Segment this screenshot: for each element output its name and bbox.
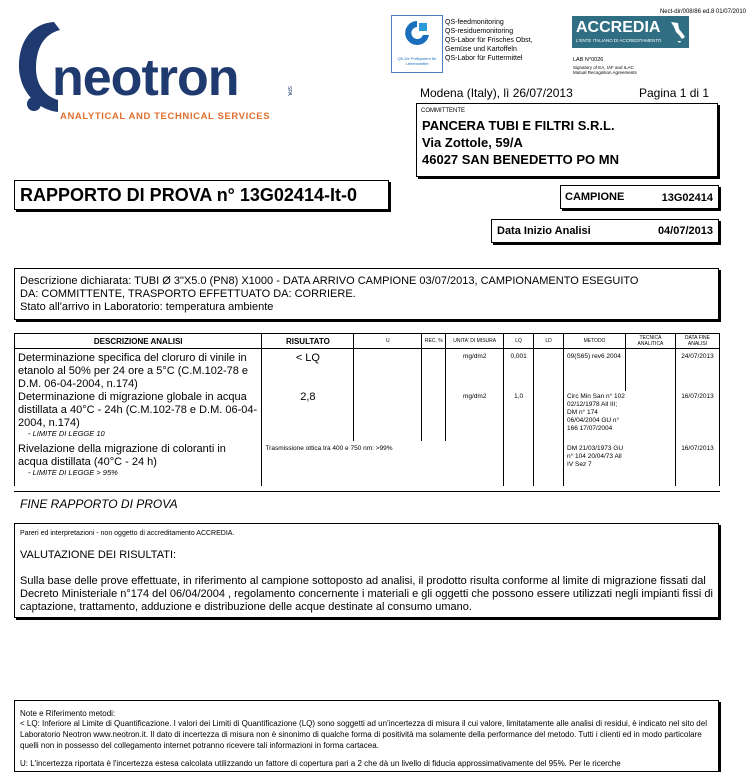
row-description: Rivelazione della migrazione di coloranti in acqua distillata (40°C - 24 h) xyxy=(18,443,226,468)
row-date: 16/07/2013 xyxy=(675,441,719,486)
qs-line: Gemüse und Kartoffeln xyxy=(445,46,517,53)
qs-logo-icon xyxy=(402,18,432,52)
report-title: RAPPORTO DI PROVA n° 13G02414-It-0 xyxy=(20,185,357,205)
committente-street: Via Zottole, 59/A xyxy=(422,135,523,150)
descrizione-text xyxy=(20,275,639,314)
table-row xyxy=(15,441,720,486)
qs-labels xyxy=(445,18,533,63)
table-row xyxy=(15,349,720,392)
accredia-lab: LAB N°0026 xyxy=(573,57,604,63)
header-rec: REC. % xyxy=(422,334,446,349)
row-method: DM 21/03/1973 GU n° 104 20/04/73 All IV Sez 7 xyxy=(564,441,676,486)
row-result: 2,8 xyxy=(262,391,354,441)
accredia-name: ACCREDIA xyxy=(576,19,661,36)
row-description: Determinazione specifica del cloruro di vinile in etanolo al 50% per 24 ore a 5°C (C.M.102-78 e D.M. 06-04-2004, n.174) xyxy=(15,349,262,392)
row-method: Circ Min San n° 102 02/12/1978 All III; DM n° 174 06/04/2004 GU n° 166 17/07/2004 xyxy=(564,391,676,441)
table-row xyxy=(15,391,720,441)
row-date: 24/07/2013 xyxy=(675,349,719,392)
notes-text: < LQ: Inferiore al Limite di Quantificazione. I valori dei Limiti di Quantificazione (LQ) sono soggetti ad un'incertezza di misura il cui valore, limitatamente alle analisi di residui, è indicato nel sito del Laboratorio Neotron www.neotron.it. Il dato di incertezza di misura non è sinonimo di qualche forma di positività ma solamente della performance del metodo. Tutti i clienti ed in modo particolare quelli non in possesso del collegamento internet potranno ricevere tali informazioni in forma cartacea. xyxy=(20,719,707,750)
report-title-box xyxy=(14,180,389,210)
committente-name: PANCERA TUBI E FILTRI S.R.L. xyxy=(422,118,615,133)
header-unit: UNITA' DI MISURA xyxy=(446,334,504,349)
qs-badge xyxy=(391,15,443,73)
data-inizio-value: 04/07/2013 xyxy=(657,225,713,237)
logo-spa: SPA xyxy=(286,86,292,96)
committente-city: 46027 SAN BENEDETTO PO MN xyxy=(422,152,619,167)
row-method: 09(S65) rev6 2004 xyxy=(564,349,626,392)
header-tecnica: TECNICA ANALITICA xyxy=(626,334,676,349)
descrizione-box xyxy=(14,268,719,320)
place-date: Modena (Italy), lì 26/07/2013 xyxy=(420,86,573,100)
notes-box xyxy=(14,700,719,772)
accredia-sub: L'ENTE ITALIANO DI ACCREDITAMENTO xyxy=(576,38,662,43)
header-data-fine: DATA FINE ANALISI xyxy=(675,334,719,349)
row-date: 16/07/2013 xyxy=(675,391,719,441)
committente-address xyxy=(422,117,619,168)
row-description-cell xyxy=(15,441,262,486)
valutazione-title: VALUTAZIONE DEI RISULTATI: xyxy=(20,549,177,561)
logo-wordmark: neotron xyxy=(52,49,239,107)
qs-line: QS-feedmonitoring xyxy=(445,19,504,26)
table-bottom-rule xyxy=(14,491,720,492)
qs-badge-text: QS-Dir Prüfsystem für Lebensmittel xyxy=(397,56,437,66)
row-lq: 1,0 xyxy=(504,391,534,441)
row-description: Determinazione di migrazione globale in acqua distillata a 40°C - 24h (C.M.102-78 e D.M. 06-04-2004, n.174) xyxy=(18,391,258,429)
row-law-limit: - LIMITE DI LEGGE > 95% xyxy=(28,468,118,477)
row-description-cell xyxy=(15,391,262,441)
page-number: Pagina 1 di 1 xyxy=(639,86,710,100)
qs-line: QS-residuemonitoring xyxy=(445,28,514,35)
campione-box xyxy=(560,185,719,209)
analysis-table xyxy=(14,333,720,486)
signatory-line: Mutual Recognition Agreements xyxy=(573,70,637,75)
qs-line: QS-Labor für Frisches Obst, xyxy=(445,37,533,44)
table-header-row xyxy=(15,334,720,349)
committente-label: COMMITTENTE xyxy=(421,108,465,114)
row-unit: mg/dm2 xyxy=(446,391,504,441)
header-ld: LD xyxy=(534,334,564,349)
descrizione-line: Descrizione dichiarata: TUBI Ø 3"X5.0 (PN8) X1000 - DATA ARRIVO CAMPIONE 03/07/2013, CAMPIONAMENTO ESEGUITO xyxy=(20,275,639,287)
row-unit: mg/dm2 xyxy=(446,349,504,392)
header-u: U xyxy=(354,334,422,349)
valutazione-box xyxy=(14,523,719,618)
row-lq: 0,001 xyxy=(504,349,534,392)
data-inizio-label: Data Inizio Analisi xyxy=(497,225,591,237)
row-result: Trasmissione ottica tra 400 e 750 nm: >99% xyxy=(262,441,446,486)
logo-tagline: ANALYTICAL AND TECHNICAL SERVICES xyxy=(60,111,271,122)
row-result: < LQ xyxy=(262,349,354,392)
data-inizio-box xyxy=(491,219,719,243)
document-reference: Nect-dir/008/86 ed.8 01/07/2010 xyxy=(659,9,746,15)
valutazione-text: Sulla base delle prove effettuate, in riferimento al campione sottoposto ad analisi, il prodotto risulta conforme al limite di migrazione fissati dal Decreto Ministeriale n°174 del 06/04/2004 , regolamento concernente i materiali e gli oggetti che possono essere utilizzati negli impianti fissi di captazione, trattamento, adduzione e distribuzione delle acque destinate al consumo umano. xyxy=(20,575,713,613)
header-descrizione: DESCRIZIONE ANALISI xyxy=(15,334,262,349)
fine-rapporto: FINE RAPPORTO DI PROVA xyxy=(20,497,178,511)
signatory-line: Signatory of EA, IAF and ILAC xyxy=(573,65,634,70)
header-lq: LQ xyxy=(504,334,534,349)
committente-box xyxy=(416,103,718,177)
campione-value: 13G02414 xyxy=(661,192,713,204)
notes-text-cut: U: L'incertezza riportata è l'incertezza estesa calcolata utilizzando un fattore di copertura pari a 2 che dà un livello di fiducia approssimativamente del 95%. Per le ricerche xyxy=(20,759,621,768)
descrizione-line: Stato all'arrivo in Laboratorio: temperatura ambiente xyxy=(20,301,274,313)
campione-label: CAMPIONE xyxy=(565,191,625,203)
header-risultato: RISULTATO xyxy=(262,334,354,349)
notes-title: Note e Riferimento metodi: xyxy=(20,709,116,718)
descrizione-line: DA: COMMITTENTE, TRASPORTO EFFETTUATO DA: CORRIERE. xyxy=(20,288,356,300)
pareri-note: Pareri ed interpretazioni - non oggetto di accreditamento ACCREDIA. xyxy=(20,530,235,537)
accredia-logo xyxy=(572,16,689,48)
row-law-limit: - LIMITE DI LEGGE 10 xyxy=(28,429,105,438)
qs-line: QS-Labor für Futtermittel xyxy=(445,55,523,62)
header-metodo: METODO xyxy=(564,334,626,349)
italy-map-icon xyxy=(668,20,686,44)
accredia-signatory xyxy=(573,65,637,75)
neotron-logo xyxy=(14,14,304,124)
